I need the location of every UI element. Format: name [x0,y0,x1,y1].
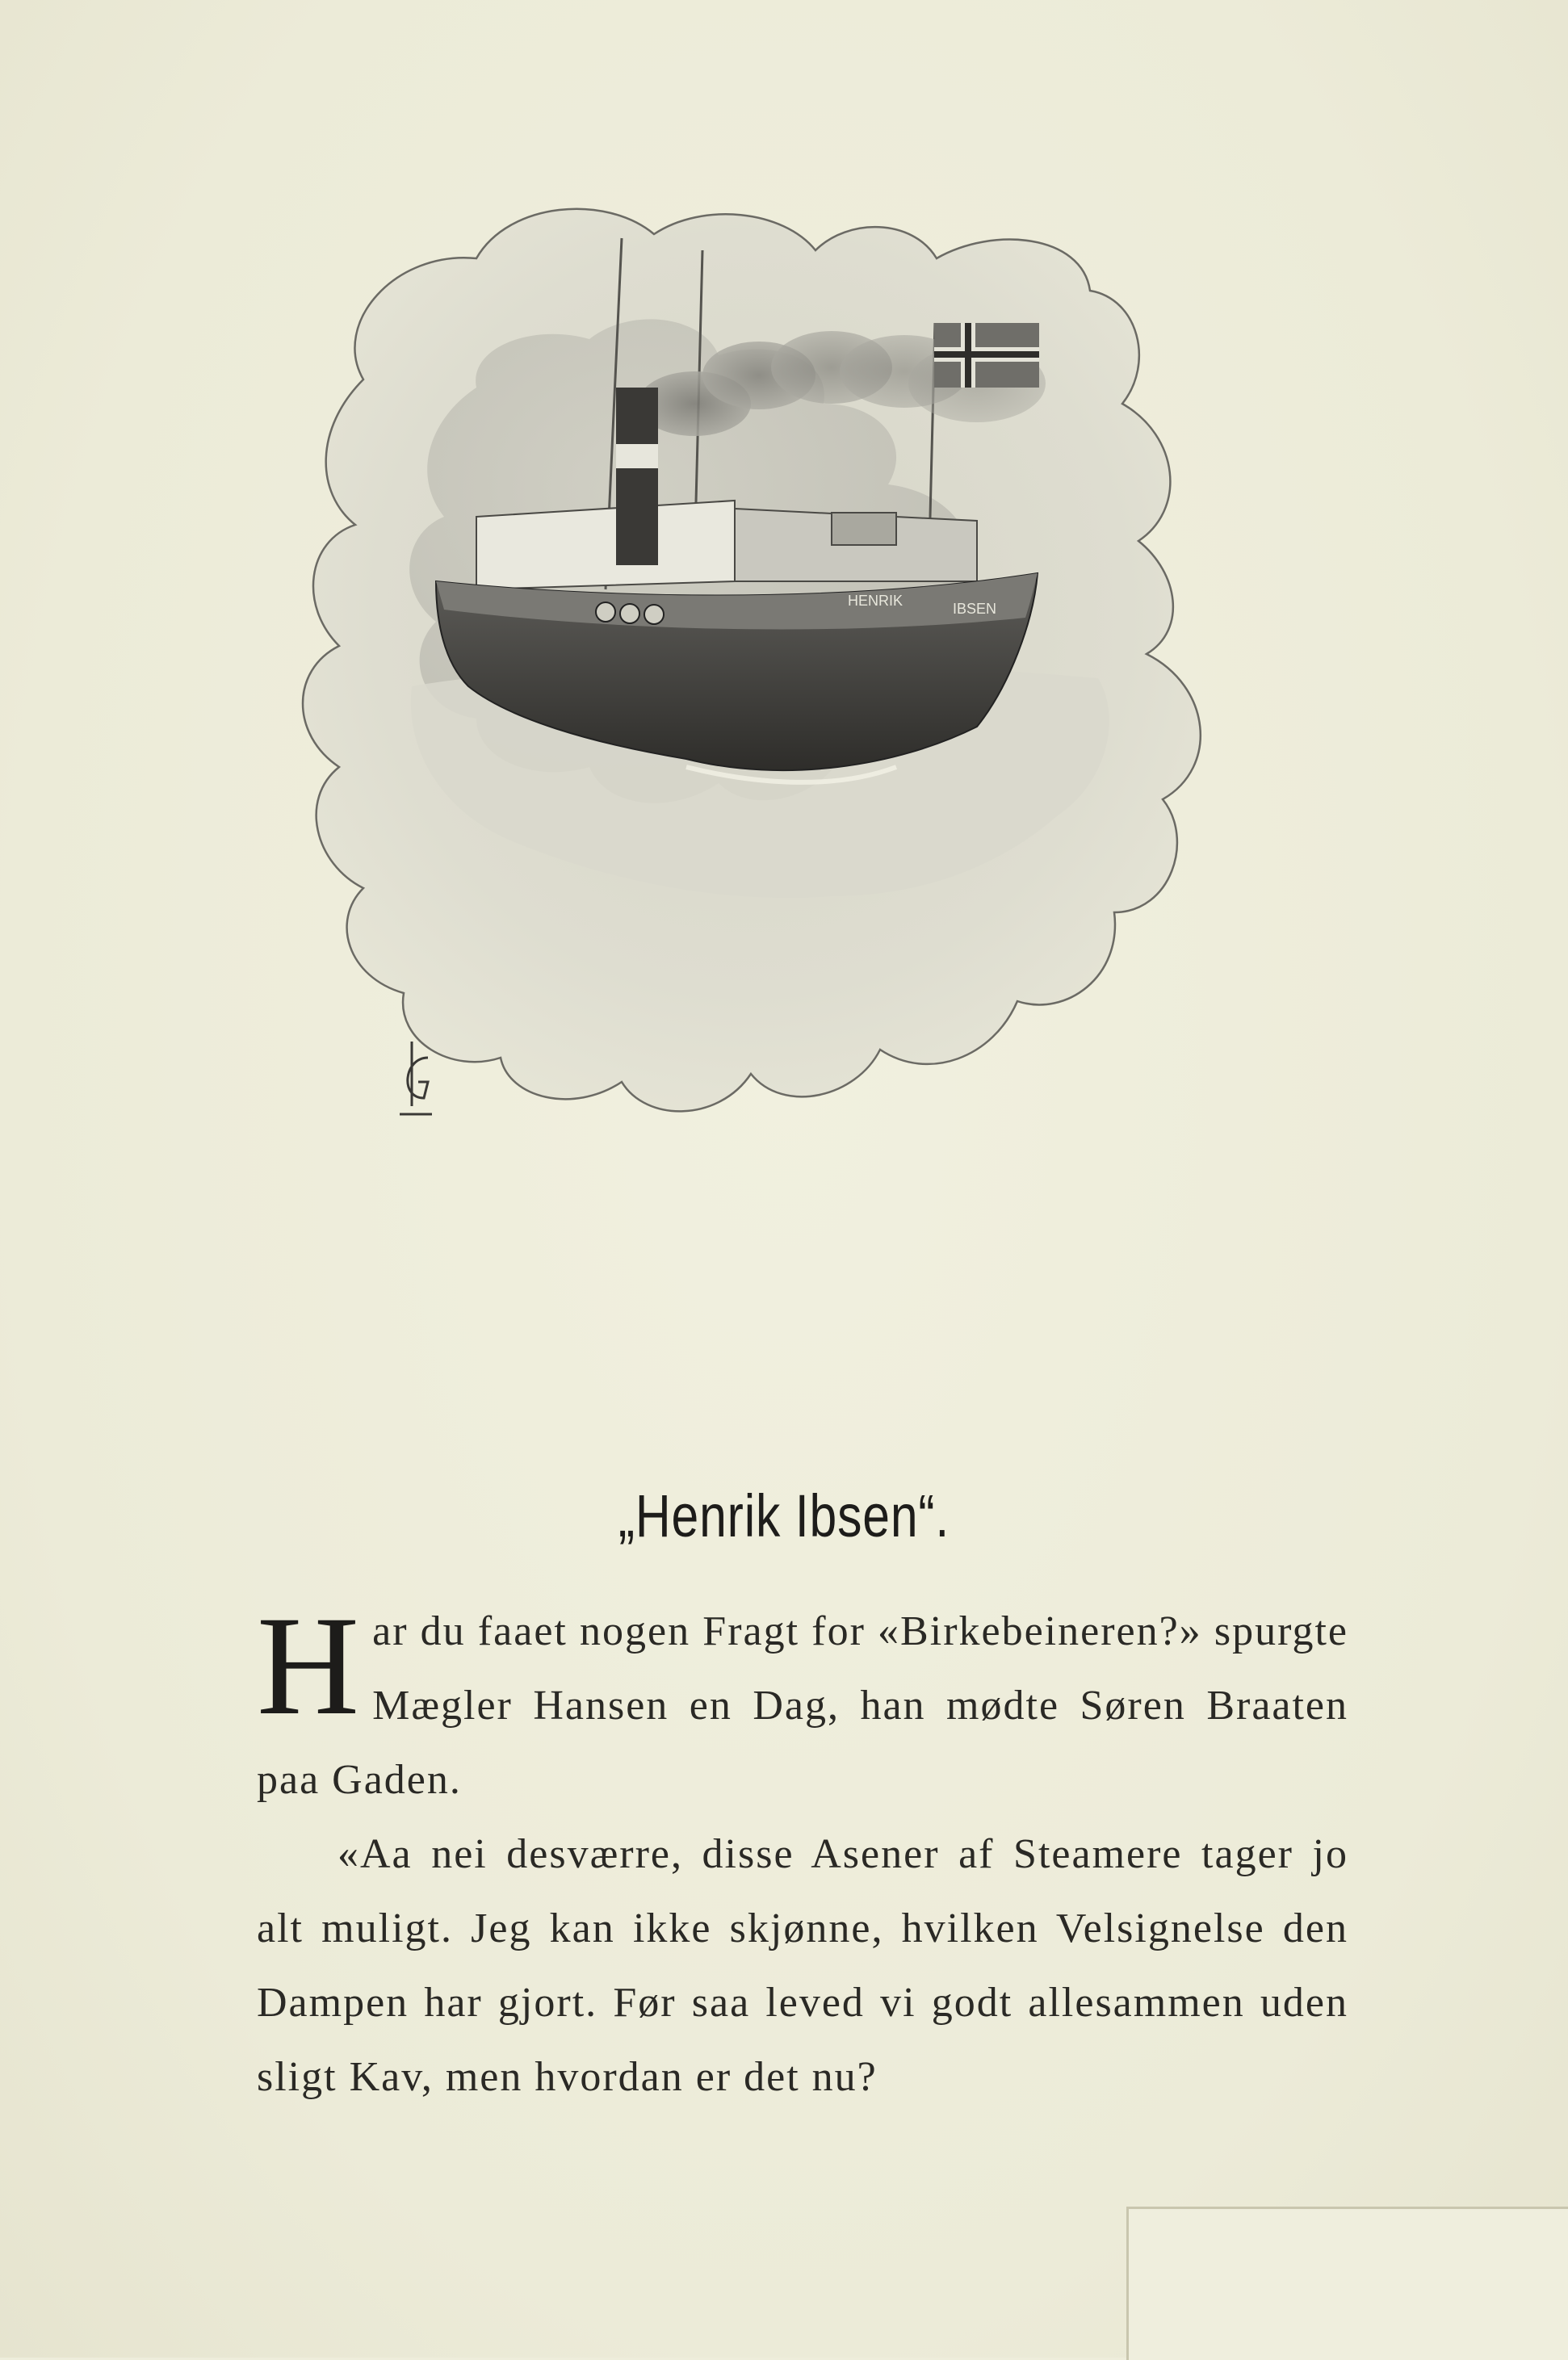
steamship-illustration [266,202,1413,1413]
norwegian-flag [934,323,1039,388]
artist-monogram [400,1042,432,1114]
hull-name-left: HENRIK [848,593,903,609]
body-text [257,1587,1348,2115]
hull-name-right: IBSEN [953,601,997,617]
chapter-title: „Henrik Ibsen“. [618,1482,950,1549]
page-edge-marker [1126,2207,1568,2360]
paragraph-2: «Aa nei desværre, disse Asener af Steamere tager jo alt muligt. Jeg kan ikke skjønne, hvilken Velsignelse den Dampen har gjort. Før saa leved vi godt allesammen uden sligt Kav, men hvordan er det nu? [257,1831,1348,2100]
paragraph-1-text: ar du faaet nogen Fragt for «Birkebeineren?» spurgte Mægler Hansen en Dag, han mødte Søren Braaten paa Gaden. [257,1608,1348,1803]
drop-cap: H [257,1587,362,1745]
paragraph-1 [257,1587,1348,1817]
